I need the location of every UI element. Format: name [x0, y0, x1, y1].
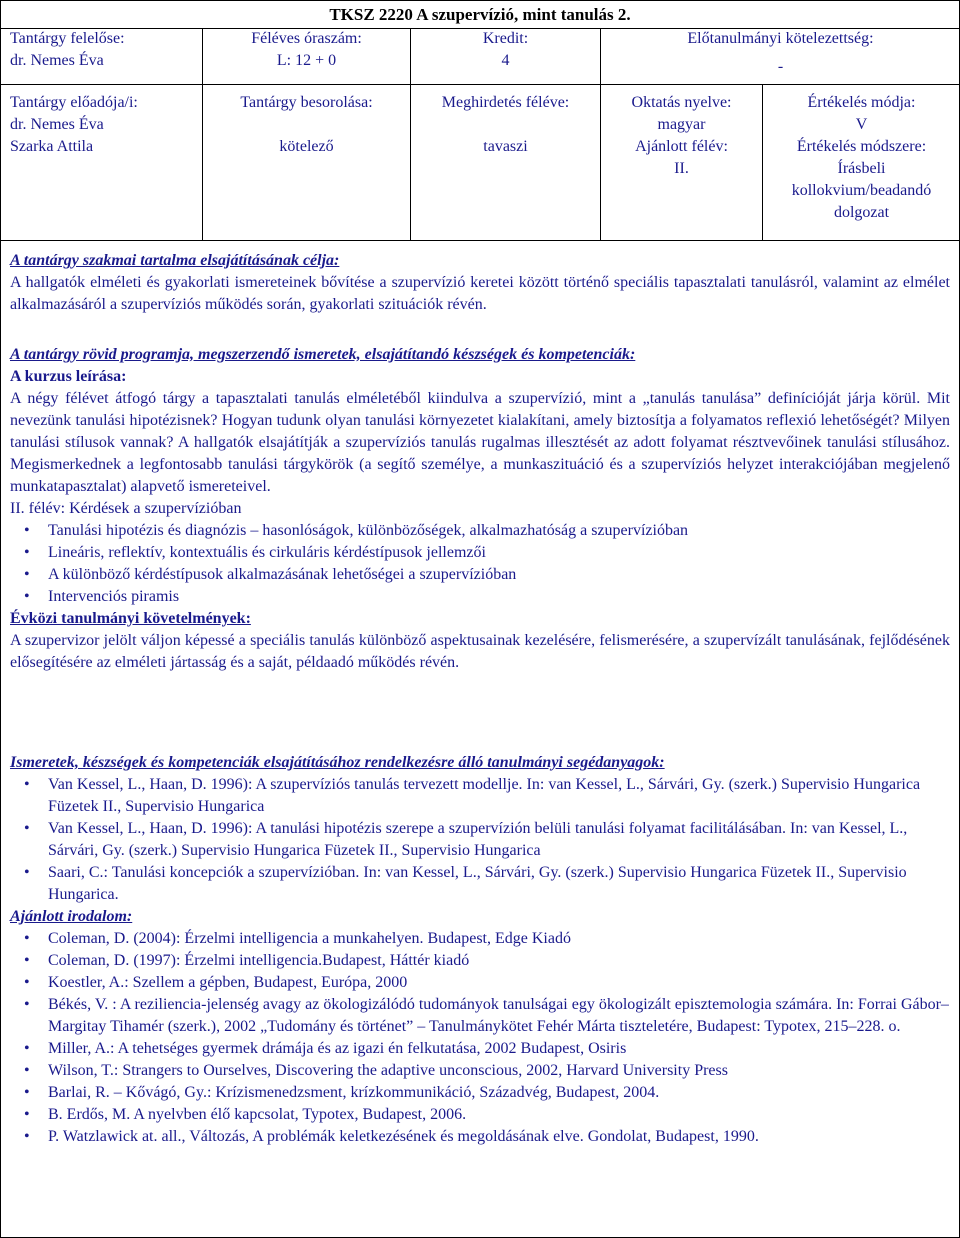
ertekeles-label: Értékelés módja: [807, 94, 916, 111]
felelos-value: dr. Nemes Éva [10, 52, 104, 69]
list-item: • Békés, V. : A reziliencia-jelenség avagy az ökologizálódó tudományok tanulságai egy ökologizált episztemologia számára. In: Forrai Gábor–Margitay Tihamér (szerk.), 2002 „Tudomány és történet” – Tanulmánykötet Fehér Márta tiszteletére, Budapest: Typotex, 215–228. o. [10, 994, 950, 1038]
cel-section [10, 250, 950, 316]
felev-label: II. félév: Kérdések a szupervízióban [10, 500, 242, 517]
eloado-label: Tantárgy előadója/i: [10, 94, 138, 111]
modszer-value-1: Írásbeli [837, 160, 886, 177]
segedanyag-list [10, 774, 950, 906]
besorolas-label: Tantárgy besorolása: [240, 94, 373, 111]
kredit-label: Kredit: [482, 30, 529, 47]
list-item: • Van Kessel, L., Haan, D. 1996): A szupervíziós tanulás tervezett modellje. In: van Kessel, L., Sárvári, Gy. (szerk.) Supervisio Hungarica Füzetek II., Supervisio Hungarica [10, 774, 950, 818]
list-item: • Miller, A.: A tehetséges gyermek drámája és az igazi én felkutatása, 2002 Budapest, Osiris [10, 1038, 950, 1060]
eloado-name-2: Szarka Attila [10, 138, 94, 155]
cel-heading: A tantárgy szakmai tartalma elsajátításának célja: [10, 252, 340, 269]
cel-text: A hallgatók elméleti és gyakorlati ismereteinek bővítése a szupervízió keretei között történő speciális tapasztalati tanulásról, valamint az elmélet alkalmazásáról a szupervíziós működés során, gyakorlati szituációk révén. [10, 274, 950, 313]
list-item: • Barlai, R. – Kővágó, Gy.: Krízismenedzsment, krízkommunikáció, Századvég, Budapest, 2004. [10, 1082, 950, 1104]
eloado-name-1: dr. Nemes Éva [10, 116, 104, 133]
row-divider [0, 240, 960, 241]
nyelv-label: Oktatás nyelve: [631, 94, 732, 111]
list-item: • Intervenciós piramis [10, 586, 950, 608]
list-item: • P. Watzlawick at. all., Változás, A problémák keletkezésének és megoldásának elve. Gondolat, Budapest, 1990. [10, 1126, 950, 1148]
modszer-label: Értékelés módszere: [796, 138, 927, 155]
list-item: • Saari, C.: Tanulási koncepciók a szupervízióban. In: van Kessel, L., Sárvári, Gy. (szerk.) Supervisio Hungarica Füzetek II., Supervisio Hungarica. [10, 862, 950, 906]
eloado-cell [10, 92, 200, 158]
besorolas-value: kötelező [279, 138, 334, 155]
course-title: TKSZ 2220 A szupervízió, mint tanulás 2. [329, 5, 631, 24]
segedanyag-section [10, 752, 950, 1148]
row-divider [0, 84, 960, 85]
list-item: • Van Kessel, L., Haan, D. 1996): A tanulási hipotézis szerepe a szupervízión belüli tanulási folyamat facilitálásában. In: van Kessel, L., Sárvári, Gy. (szerk.) Supervisio Hungarica Füzetek II., Supervisio Hungarica [10, 818, 950, 862]
list-item: • B. Erdős, M. A nyelvben élő kapcsolat, Typotex, Budapest, 2006. [10, 1104, 950, 1126]
ajanlott-irodalom-label: Ajánlott irodalom: [10, 908, 133, 925]
list-item: • Koestler, A.: Szellem a gépben, Budapest, Európa, 2000 [10, 972, 950, 994]
program-section [10, 344, 950, 674]
list-item: • Tanulási hipotézis és diagnózis – hasonlóságok, különbözőségek, alkalmazhatóság a szupervízióban [10, 520, 950, 542]
oraszam-value: L: 12 + 0 [276, 52, 337, 69]
program-heading: A tantárgy rövid programja, megszerzendő ismeretek, elsajátítandó készségek és kompetenciák: [10, 346, 636, 363]
ertekeles-cell [763, 92, 960, 224]
evkozi-text: A szupervizor jelölt váljon képessé a speciális tanulás különböző aspektusainak kezelésére, felismerésére, a szupervízált tanulásának, fejlődésének elősegítésére az elméleti jártasság és a saját, példaadó működés révén. [10, 632, 950, 671]
elotanulmany-label: Előtanulmányi kötelezettség: [687, 30, 874, 47]
list-item: • Coleman, D. (2004): Érzelmi intelligencia a munkahelyen. Budapest, Edge Kiadó [10, 928, 950, 950]
oraszam-cell [203, 28, 410, 72]
irodalom-list [10, 928, 950, 1148]
list-item: • Wilson, T.: Strangers to Ourselves, Discovering the adaptive unconscious, 2002, Harvard University Press [10, 1060, 950, 1082]
meghirdetes-value: tavaszi [483, 138, 528, 155]
elotanulmany-cell [601, 28, 960, 84]
list-item: • Coleman, D. (1997): Érzelmi intelligencia.Budapest, Háttér kiadó [10, 950, 950, 972]
besorolas-cell [203, 92, 410, 158]
oraszam-label: Féléves óraszám: [251, 30, 362, 47]
ertekeles-value: V [855, 116, 868, 133]
meghirdetes-cell [411, 92, 600, 158]
list-item: • Lineáris, reflektív, kontextuális és cirkuláris kérdéstípusok jellemzői [10, 542, 950, 564]
nyelv-value: magyar [657, 116, 706, 133]
ajanlott-label: Ajánlott félév: [635, 138, 728, 155]
kurzus-text: A négy félévet átfogó tárgy a tapasztalati tanulás elméletéből kiindulva a szupervízió, mint a „tanulás tanulása” definícióját járja körül. Mit nevezünk tanulási hipotézisnek? Hogyan tudunk olyan tanulási környezetet kialakítani, amely biztosítja a folyamatos reflexió lehetőségét? Milyen tanulási stílusok vannak? A hallgatók elsajátítják a szupervíziós tanulás rugalmas illesztését az adott folyamat résztvevőinek tanulási stílusához. Megismerkednek a legfontosabb tanulási tárgykörök (a segítő személye, a munkaszituáció és a szupervíziós helyzet interakciójában megjelenő munkatapasztalat) alapvető ismereteivel. [10, 390, 950, 495]
modszer-value-2: kollokvium/beadandó [791, 182, 932, 199]
ajanlott-value: II. [674, 160, 689, 177]
evkozi-label: Évközi tanulmányi követelmények: [10, 610, 251, 627]
modszer-value-3: dolgozat [833, 204, 890, 221]
elotanulmany-value: - [777, 58, 784, 75]
felelos-cell [10, 28, 200, 72]
kredit-value: 4 [501, 52, 510, 69]
felev-list [10, 520, 950, 608]
kredit-cell [411, 28, 600, 72]
kurzus-label: A kurzus leírása: [10, 368, 127, 385]
nyelv-cell [601, 92, 762, 180]
segedanyag-heading: Ismeretek, készségek és kompetenciák elsajátításához rendelkezésre álló tanulmányi segédanyagok: [10, 754, 665, 771]
meghirdetes-label: Meghirdetés féléve: [441, 94, 570, 111]
felelos-label: Tantárgy felelőse: [10, 30, 125, 47]
list-item: • A különböző kérdéstípusok alkalmazásának lehetőségei a szupervízióban [10, 564, 950, 586]
